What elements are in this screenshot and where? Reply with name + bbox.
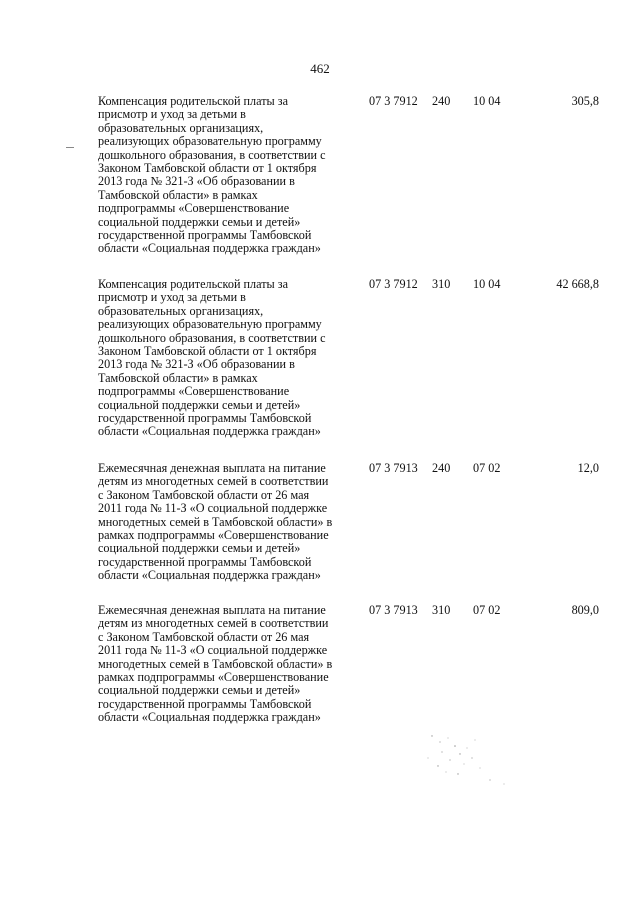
row-expense-type: 310 bbox=[432, 277, 451, 291]
table-row bbox=[0, 462, 640, 604]
row-target-article: 07 3 7912 bbox=[369, 277, 418, 291]
row-expense-type: 310 bbox=[432, 603, 451, 617]
row-description: Ежемесячная денежная выплата на питание детям из многодетных семей в соответствии с Законом Тамбовской области от 26 мая 2011 года № 11-З «О социальной поддержке многодетных семей в Тамбовской области» в рамках подпрограммы «Совершенствование социальной поддержки семьи и детей» государственной программы Тамбовской области «Социальная поддержка граждан» bbox=[98, 461, 333, 583]
row-section-code: 10 04 bbox=[473, 94, 501, 108]
row-description: Ежемесячная денежная выплата на питание детям из многодетных семей в соответствии с Законом Тамбовской области от 26 мая 2011 года № 11-З «О социальной поддержке многодетных семей в Тамбовской области» в рамках подпрограммы «Совершенствование социальной поддержки семьи и детей» государственной программы Тамбовской области «Социальная поддержка граждан» bbox=[98, 603, 333, 725]
row-section-code: 10 04 bbox=[473, 277, 501, 291]
row-target-article: 07 3 7913 bbox=[369, 461, 418, 475]
table-row bbox=[0, 95, 640, 278]
page-number: 462 bbox=[310, 61, 330, 76]
row-section-code: 07 02 bbox=[473, 603, 501, 617]
row-amount: 305,8 bbox=[571, 94, 599, 108]
row-amount: 12,0 bbox=[577, 461, 599, 475]
row-description: Компенсация родительской платы за присмотр и уход за детьми в образовательных организациях, реализующих образовательную программу дошкольного образования, в соответствии с Законом Тамбовской области от 1 октября 2013 года № 321-З «Об образовании в Тамбовской области» в рамках подпрограммы «Совершенствование социальной поддержки семьи и детей» государственной программы Тамбовской области «Социальная поддержка граждан» bbox=[98, 94, 326, 256]
row-amount: 42 668,8 bbox=[556, 277, 599, 291]
row-expense-type: 240 bbox=[432, 94, 451, 108]
row-target-article: 07 3 7913 bbox=[369, 603, 418, 617]
row-section-code: 07 02 bbox=[473, 461, 501, 475]
table-row bbox=[0, 278, 640, 462]
row-target-article: 07 3 7912 bbox=[369, 94, 418, 108]
table-row bbox=[0, 604, 640, 744]
scan-artifact bbox=[420, 728, 510, 788]
row-amount: 809,0 bbox=[571, 603, 599, 617]
row-expense-type: 240 bbox=[432, 461, 451, 475]
budget-table bbox=[0, 95, 640, 744]
row-description: Компенсация родительской платы за присмотр и уход за детьми в образовательных организациях, реализующих образовательную программу дошкольного образования, в соответствии с Законом Тамбовской области от 1 октября 2013 года № 321-З «Об образовании в Тамбовской области» в рамках подпрограммы «Совершенствование социальной поддержки семьи и детей» государственной программы Тамбовской области «Социальная поддержка граждан» bbox=[98, 277, 326, 439]
